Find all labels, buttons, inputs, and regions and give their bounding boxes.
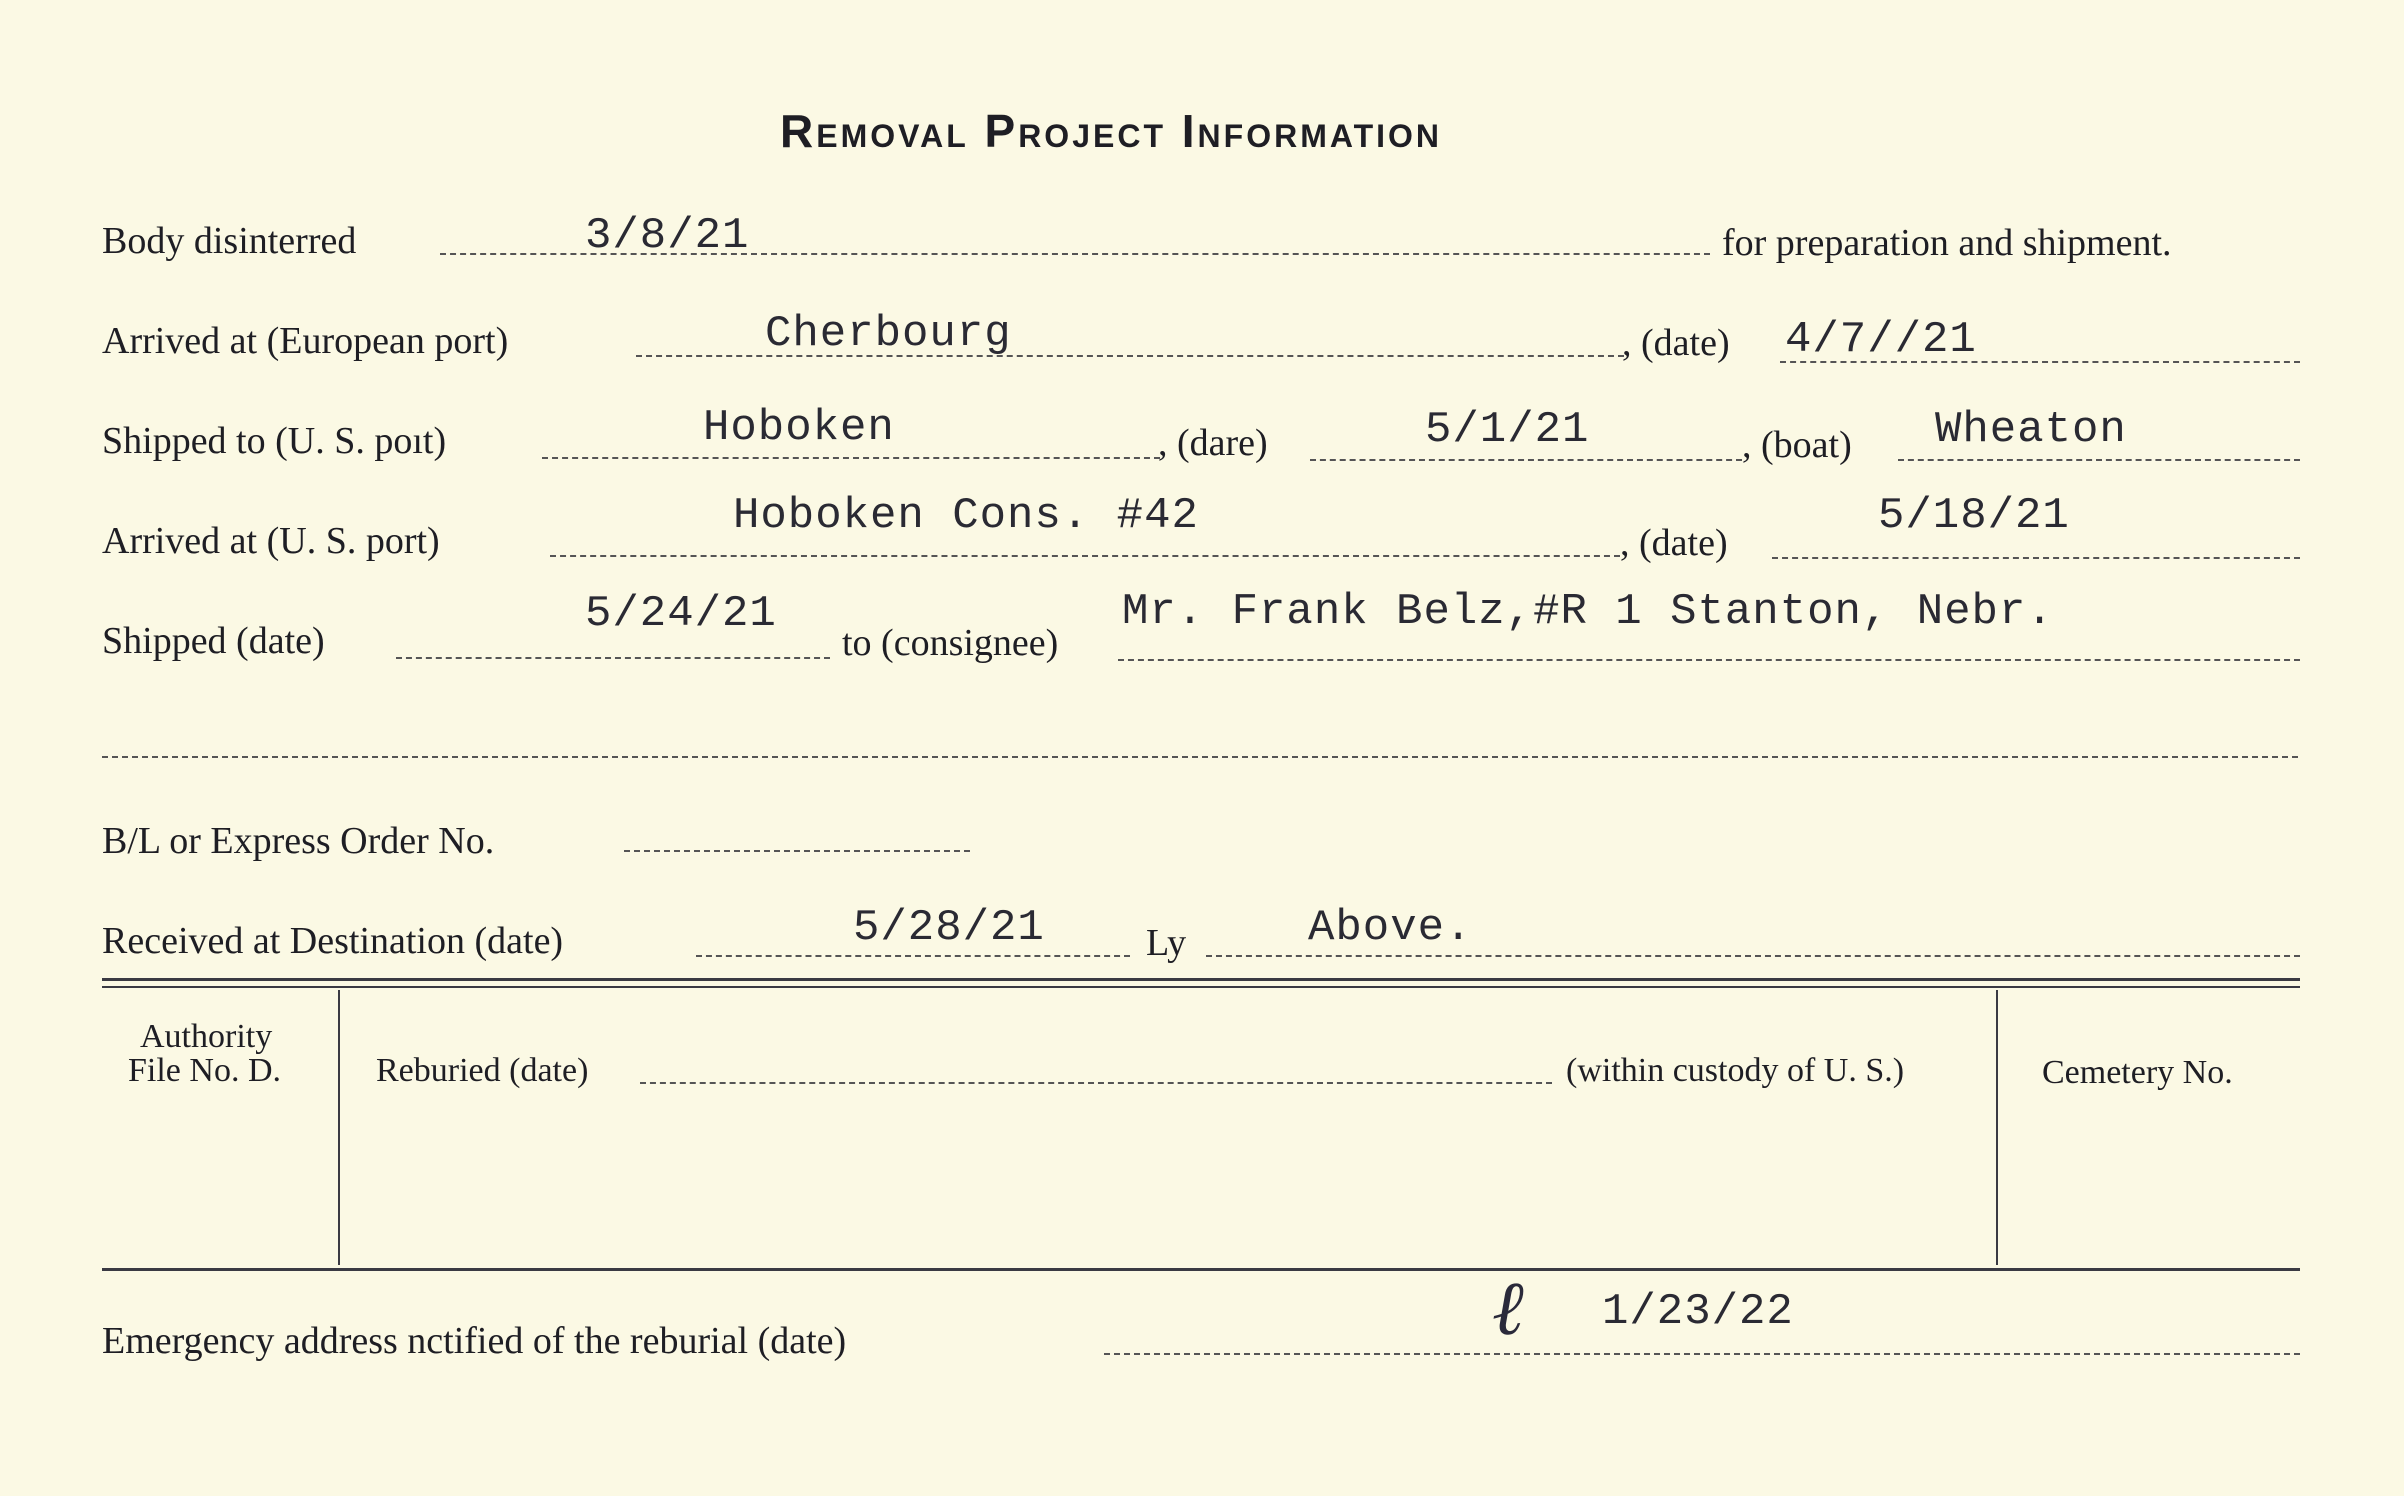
dotted-line [1310, 459, 1742, 461]
body-disinterred-suffix: for preparation and shipment. [1722, 222, 2172, 264]
received-by-value: Above. [1308, 903, 1473, 953]
body-disinterred-value: 3/8/21 [585, 211, 750, 261]
vertical-divider-right [1996, 990, 1998, 1265]
dotted-line [396, 657, 830, 659]
received-label: Received at Destination (date) [102, 920, 564, 962]
dotted-line [696, 955, 1130, 957]
reburied-label: Reburied (date) [376, 1052, 589, 1089]
dotted-line [1772, 557, 2300, 559]
shipped-us-label: Shipped to (U. S. poıt) [102, 420, 447, 462]
emergency-label: Emergency address nctified of the reburial (date) [102, 1320, 847, 1362]
dotted-line [542, 457, 1160, 459]
card-title: Removal Project Information [780, 105, 1443, 157]
double-rule-top [102, 978, 2300, 981]
received-value: 5/28/21 [853, 903, 1045, 953]
custody-label: (within custody of U. S.) [1566, 1052, 1905, 1089]
arrived-us-date-label: , (date) [1620, 522, 1728, 564]
double-rule-bottom [102, 986, 2300, 988]
vertical-divider-left [338, 990, 340, 1265]
shipped-us-date-label: , (dare) [1158, 422, 1268, 464]
dotted-line [1104, 1353, 2300, 1355]
shipped-us-date: 5/1/21 [1425, 405, 1590, 455]
arrived-us-label: Arrived at (U. S. port) [102, 520, 440, 562]
dotted-line [550, 555, 1620, 557]
dotted-line [1118, 659, 2300, 661]
authority-label-line2: File No. D. [128, 1052, 281, 1089]
arrived-european-date: 4/7//21 [1785, 315, 1977, 365]
shipped-date-value: 5/24/21 [585, 589, 777, 639]
body-disinterred-label: Body disinterred [102, 220, 357, 262]
dotted-line [624, 850, 970, 852]
arrived-european-date-label: , (date) [1622, 322, 1730, 364]
dotted-line-blank [102, 756, 2298, 758]
shipped-date-label: Shipped (date) [102, 620, 325, 662]
arrived-european-label: Arrived at (European port) [102, 320, 509, 362]
cemetery-label: Cemetery No. [2042, 1054, 2233, 1091]
shipped-us-boat-label: , (boat) [1742, 424, 1852, 466]
arrived-us-date: 5/18/21 [1878, 491, 2070, 541]
handwritten-check-mark: ℓ [1492, 1263, 1524, 1352]
dotted-line [1898, 459, 2300, 461]
arrived-european-value: Cherbourg [765, 309, 1012, 359]
arrived-us-value: Hoboken Cons. #42 [733, 491, 1199, 541]
received-by-label: Ly [1146, 922, 1187, 964]
emergency-value: 1/23/22 [1602, 1287, 1794, 1337]
bl-order-label: B/L or Express Order No. [102, 820, 495, 862]
consignee-label: to (consignee) [842, 622, 1059, 664]
dotted-line [640, 1082, 1552, 1084]
consignee-value: Mr. Frank Belz,#R 1 Stanton, Nebr. [1122, 587, 2054, 637]
shipped-us-value: Hoboken [703, 403, 895, 453]
authority-label-line1: Authority [140, 1018, 273, 1055]
shipped-us-boat: Wheaton [1935, 405, 2127, 455]
dotted-line [1206, 955, 2300, 957]
box-bottom-rule [102, 1268, 2300, 1271]
